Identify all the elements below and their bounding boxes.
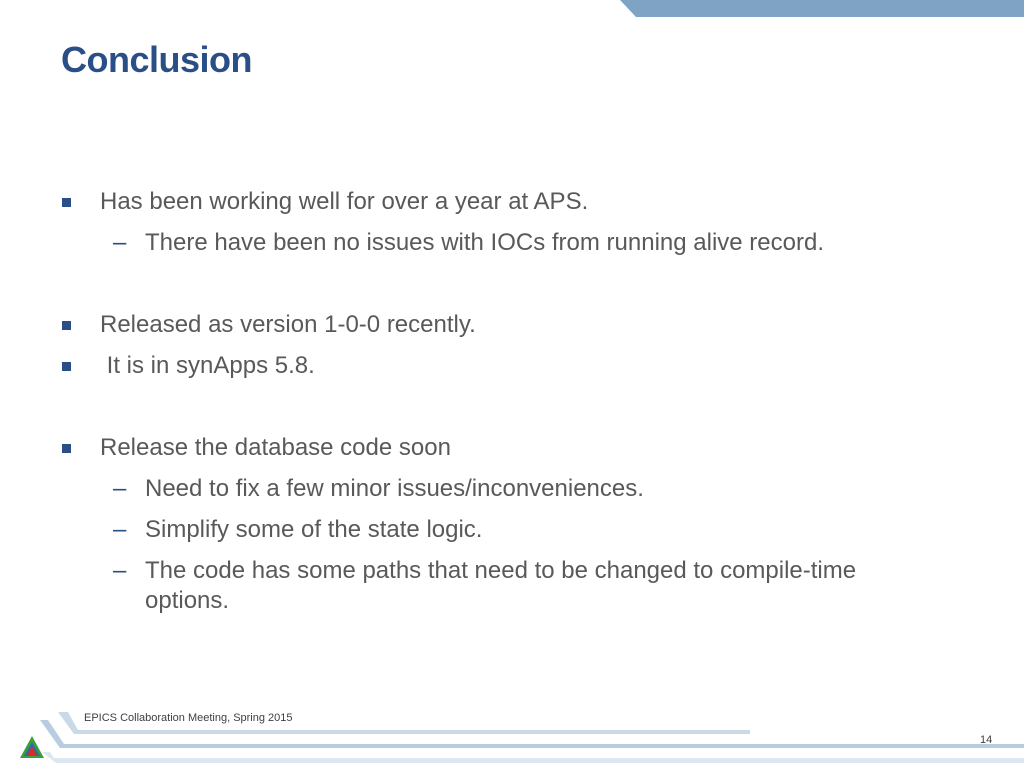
footer-bar-lower: [42, 752, 1024, 763]
square-bullet-icon: [62, 444, 71, 453]
sub-bullet-text-4-1: Need to fix a few minor issues/inconveniences.: [145, 475, 644, 502]
sub-bullet-text-1-1: There have been no issues with IOCs from running alive record.: [145, 229, 824, 256]
sub-bullet-text-4-2: Simplify some of the state logic.: [145, 516, 483, 543]
slide-title: Conclusion: [61, 39, 252, 80]
bullet-text-3: It is in synApps 5.8.: [100, 352, 315, 379]
bullet-text-4: Release the database code soon: [100, 434, 451, 461]
square-bullet-icon: [62, 321, 71, 330]
sub-bullet-text-4-3: The code has some paths that need to be changed to compile-time options.: [145, 557, 857, 614]
bullet-text-2: Released as version 1-0-0 recently.: [100, 311, 476, 338]
footer-caption: EPICS Collaboration Meeting, Spring 2015: [84, 712, 293, 724]
bullet-text-1: Has been working well for over a year at APS.: [100, 188, 589, 215]
dash-bullet-icon: –: [113, 516, 127, 543]
dash-bullet-icon: –: [113, 229, 127, 256]
dash-bullet-icon: –: [113, 475, 127, 502]
dash-bullet-icon: –: [113, 557, 127, 584]
square-bullet-icon: [62, 198, 71, 207]
logo-icon: [20, 736, 44, 758]
square-bullet-icon: [62, 362, 71, 371]
page-number: 14: [980, 734, 993, 746]
